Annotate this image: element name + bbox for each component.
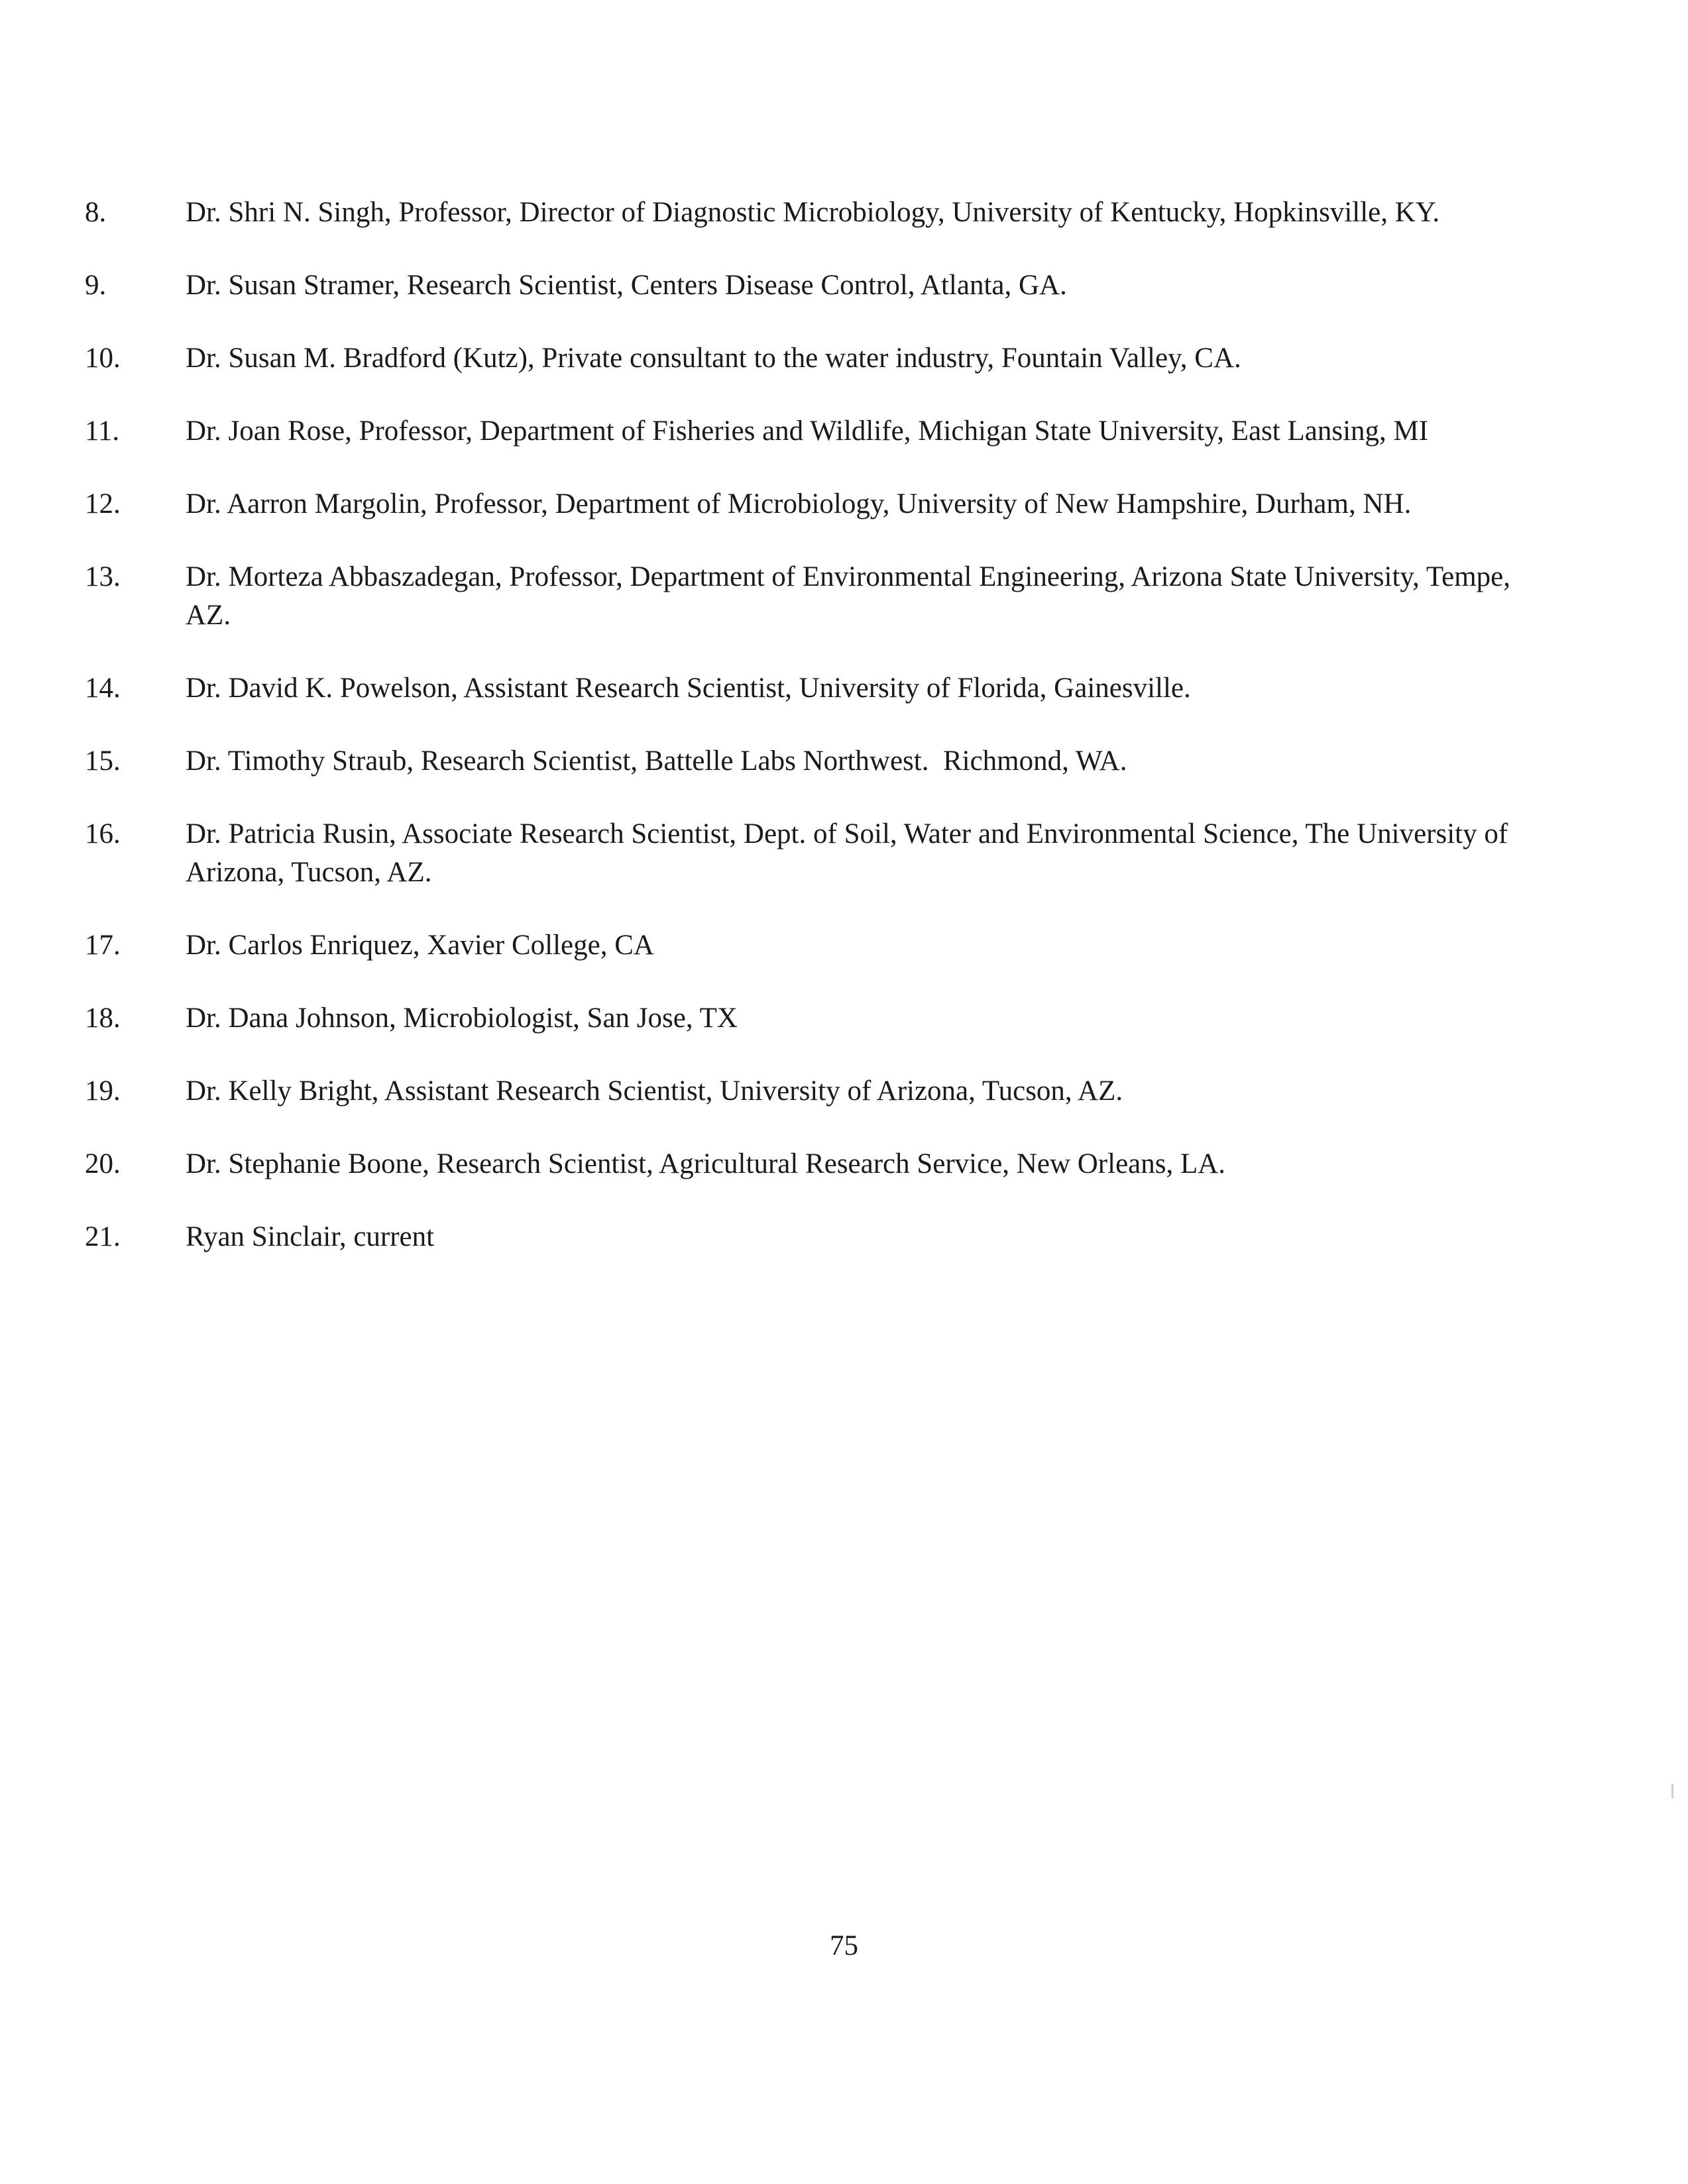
item-number: 15. [85,745,121,777]
reference-list [85,193,1543,1291]
item-number: 10. [85,343,121,374]
item-number: 8. [85,197,107,228]
item-text: Dr. Susan M. Bradford (Kutz), Private consultant to the water industry, Fountain Valley, CA. [186,343,1241,374]
item-number: 11. [85,415,120,447]
list-item [85,266,1543,305]
scan-margin-mark [1671,1784,1673,1798]
item-text: Dr. Dana Johnson, Microbiologist, San Jose, TX [186,1003,738,1034]
item-text: Dr. Morteza Abbaszadegan, Professor, Department of Environmental Engineering, Arizona State University, Tempe, AZ. [186,561,1510,631]
list-item [85,815,1543,892]
list-item [85,669,1543,708]
item-text: Dr. Stephanie Boone, Research Scientist, Agricultural Research Service, New Orleans, LA. [186,1148,1226,1179]
list-item [85,485,1543,523]
item-text: Dr. Timothy Straub, Research Scientist, Battelle Labs Northwest. Richmond, WA. [186,745,1127,777]
item-text: Ryan Sinclair, current [186,1221,435,1252]
item-number: 18. [85,1003,121,1034]
list-item [85,1072,1543,1111]
item-text: Dr. Shri N. Singh, Professor, Director of Diagnostic Microbiology, University of Kentucky, Hopkinsville, KY. [186,197,1440,228]
item-text: Dr. Aarron Margolin, Professor, Department of Microbiology, University of New Hampshire, Durham, NH. [186,488,1412,519]
list-item [85,558,1543,635]
list-item [85,742,1543,781]
item-number: 9. [85,270,107,301]
item-text: Dr. Carlos Enriquez, Xavier College, CA [186,930,654,961]
list-item [85,1218,1543,1256]
item-number: 12. [85,488,121,519]
item-number: 16. [85,818,121,849]
item-number: 20. [85,1148,121,1179]
item-text: Dr. David K. Powelson, Assistant Research Scientist, University of Florida, Gainesville. [186,673,1191,704]
item-text: Dr. Kelly Bright, Assistant Research Scientist, University of Arizona, Tucson, AZ. [186,1075,1123,1107]
item-text: Dr. Patricia Rusin, Associate Research Scientist, Dept. of Soil, Water and Environmental Science, The University of Arizona, Tucson, AZ. [186,818,1508,888]
item-number: 19. [85,1075,121,1107]
item-text: Dr. Joan Rose, Professor, Department of Fisheries and Wildlife, Michigan State University, East Lansing, MI [186,415,1429,447]
item-text: Dr. Susan Stramer, Research Scientist, Centers Disease Control, Atlanta, GA. [186,270,1067,301]
item-number: 21. [85,1221,121,1252]
list-item [85,926,1543,965]
list-item [85,999,1543,1038]
page-number: 75 [830,1930,858,1961]
list-item [85,193,1543,232]
item-number: 13. [85,561,121,592]
list-item [85,1145,1543,1183]
list-item [85,339,1543,378]
item-number: 17. [85,930,121,961]
list-item [85,412,1543,451]
item-number: 14. [85,673,121,704]
